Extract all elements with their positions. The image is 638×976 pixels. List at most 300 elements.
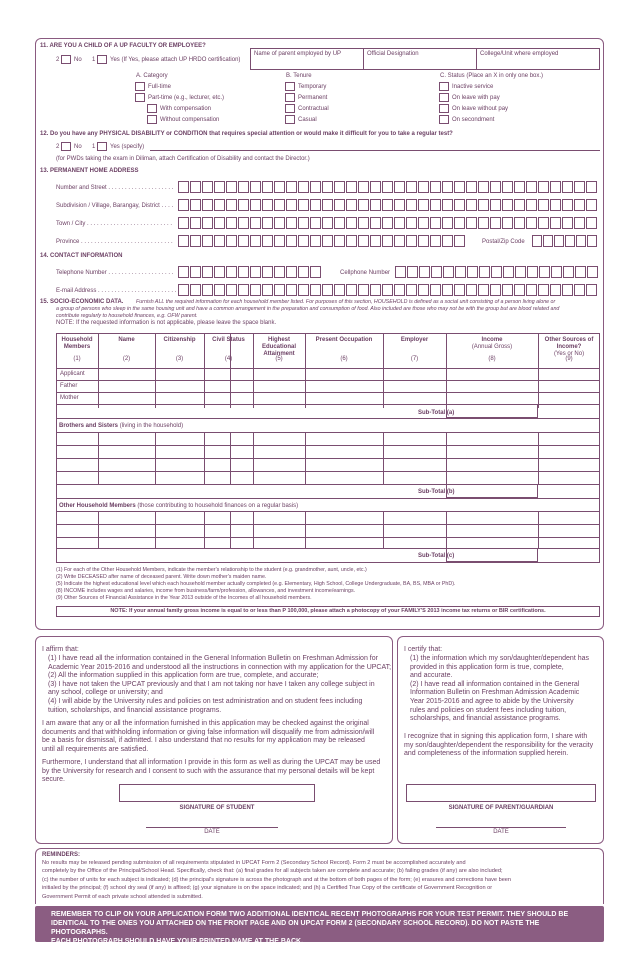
status-inactive-label: Inactive service [452,84,494,90]
table-row-line [56,380,600,381]
banner-line-3: EACH PHOTOGRAPH SHOULD HAVE YOUR PRINTED NAME AT THE BACK. [51,938,304,945]
telephone-char-box[interactable] [274,266,285,278]
subdivision-char-box[interactable] [322,199,333,211]
cellphone-char-box[interactable] [515,266,526,278]
certify-para-line: and completeness of the information supplied herein. [404,750,569,758]
email-char-box[interactable] [370,284,381,296]
table-row-line [56,432,600,433]
subdivision-char-box[interactable] [250,199,261,211]
subdivision-char-box[interactable] [202,199,213,211]
subtotal-c-label: Sub-Total (c) [418,553,455,559]
province-char-box[interactable] [214,235,225,247]
cat-fulltime-checkbox[interactable] [135,82,145,91]
cellphone-char-box[interactable] [455,266,466,278]
province-char-box[interactable] [178,235,189,247]
affirm-para2-line: Furthermore, I understand that all information I provide in this form as well as during the UPCAT may be used [42,759,381,766]
town-char-box[interactable] [454,217,465,229]
q12-specify-line[interactable] [150,150,600,151]
parent-signature-label: SIGNATURE OF PARENT/GUARDIAN [448,805,554,811]
zip-char-box[interactable] [565,235,575,247]
q12-title: 12. Do you have any PHYSICAL DISABILITY or CONDITION that requires special attention or would make it difficult for you to take a regular test? [40,131,453,137]
affirm-item-line: Academic Year 2015-2016 and understood all the instructions in connection with my application for the UPCAT; [48,663,392,671]
email-char-box[interactable] [490,284,501,296]
table-col-divider [253,511,254,548]
town-char-box[interactable] [370,217,381,229]
email-char-box[interactable] [358,284,369,296]
subdivision-char-box[interactable] [394,199,405,211]
telephone-char-box[interactable] [202,266,213,278]
town-char-box[interactable] [238,217,249,229]
subdivision-char-box[interactable] [358,199,369,211]
affirm-para1-line: be a basis for dismissal, if admitted. I also understand that no results for my application may be released [42,737,365,745]
reminder-line: completely by the Office of the Principal/School Head. Specifically, check that: (a) final grades for all subjects taken are complete and accurate; (b) failing grades (if any) are also included; [42,868,503,875]
street-char-box[interactable] [178,181,189,193]
subtotal-box[interactable] [446,404,538,418]
town-char-box[interactable] [406,217,417,229]
q12-note: (for PWDs taking the exam in Diliman, attach Certification of Disability and contact the Director.) [56,156,310,162]
q11-opt2: 2 [56,57,60,63]
table-row-line [56,511,600,512]
province-char-box[interactable] [334,235,345,247]
tenure-permanent-label: Permanent [298,95,328,101]
town-char-box[interactable] [430,217,441,229]
status-inactive-checkbox[interactable] [439,82,449,91]
status-title: C. Status (Place an X in only one box.) [440,73,544,79]
email-char-box[interactable] [514,284,525,296]
tenure-contractual-checkbox[interactable] [285,104,295,113]
table-col-divider [383,432,384,484]
reminder-line: (c) the number of units for each subject is indicated; (d) the principal's signature is across the photograph and at the bottom of both pages of the form; (e) erasures and corrections have been [42,876,512,883]
telephone-char-box[interactable] [286,266,297,278]
street-char-box[interactable] [442,181,453,193]
town-char-box[interactable] [202,217,213,229]
town-char-box[interactable] [262,217,273,229]
cellphone-char-box[interactable] [443,266,454,278]
town-char-box[interactable] [190,217,201,229]
subdivision-char-box[interactable] [190,199,201,211]
town-char-box[interactable] [250,217,261,229]
cellphone-char-box[interactable] [431,266,442,278]
telephone-char-box[interactable] [250,266,261,278]
province-char-box[interactable] [394,235,405,247]
email-char-box[interactable] [214,284,225,296]
student-date-line[interactable] [146,827,278,828]
subdivision-char-box[interactable] [514,199,525,211]
email-char-box[interactable] [406,284,417,296]
subdivision-char-box[interactable] [478,199,489,211]
town-char-box[interactable] [574,217,585,229]
telephone-char-box[interactable] [262,266,273,278]
table-header-cell: Highest Educational Attainment [261,337,296,357]
street-char-box[interactable] [514,181,525,193]
subdivision-char-box[interactable] [466,199,477,211]
subdivision-char-box[interactable] [334,199,345,211]
province-char-box[interactable] [250,235,261,247]
status-secondment-label: On secondment [452,117,495,123]
affirm-item-line: (1) I have read all the information contained in the General Information Bulletin on Freshman Admission for [48,655,378,662]
province-char-box[interactable] [454,235,465,247]
affirm-para1-line: until all requirements are satisfied. [42,745,149,753]
q12-yes-checkbox[interactable] [97,142,107,151]
town-char-box[interactable] [478,217,489,229]
footnote-9: (9) Other Sources of Financial Assistance in the Year 2013 outside of the Incomes of all household members. [56,595,312,601]
street-char-box[interactable] [406,181,417,193]
email-char-box[interactable] [526,284,537,296]
certify-para-line: I recognize that in signing this application form, I share with [404,733,588,740]
street-char-box[interactable] [274,181,285,193]
table-col-divider [155,511,156,548]
subdivision-char-box[interactable] [430,199,441,211]
province-char-box[interactable] [286,235,297,247]
certify-item-line: scholarships, and financial assistance programs. [410,715,561,723]
email-char-box[interactable] [262,284,273,296]
subdivision-char-box[interactable] [442,199,453,211]
email-char-box[interactable] [334,284,345,296]
town-char-box[interactable] [550,217,561,229]
town-char-box[interactable] [538,217,549,229]
street-char-box[interactable] [310,181,321,193]
province-char-box[interactable] [370,235,381,247]
town-char-box[interactable] [514,217,525,229]
footnote-1: (1) For each of the Other Household Members, indicate the member's relationship to the student (e.g. grandmother, aunt, uncle, etc.) [56,567,367,573]
telephone-char-box[interactable] [310,266,321,278]
town-char-box[interactable] [334,217,345,229]
province-char-box[interactable] [358,235,369,247]
q12-opt1: 1 [92,144,96,150]
town-char-box[interactable] [346,217,357,229]
subtotal-a-label: Sub-Total (a) [418,410,455,416]
province-char-box[interactable] [274,235,285,247]
street-char-box[interactable] [562,181,573,193]
footnote-5: (5) Indicate the highest educational level which each household member actually completed (e.g. Elementary, High School, College Undergraduate, BA, BS, MBA or PhD). [56,581,456,587]
affirm-item-line: (4) I will abide by the University rules and policies on test administration and on student fees including [48,698,363,705]
table-col-divider [230,333,231,408]
q15-title: 15. SOCIO-ECONOMIC DATA. [40,299,124,305]
table-header-cell: Other Sources of Income? (Yes or No) [544,337,594,357]
street-char-box[interactable] [418,181,429,193]
street-char-box[interactable] [466,181,477,193]
email-char-box[interactable] [562,284,573,296]
street-char-box[interactable] [394,181,405,193]
table-col-divider [383,511,384,548]
q11-opt1: 1 [92,57,96,63]
q12-no-checkbox[interactable] [61,142,71,151]
province-label: Province . . . . . . . . . . . . . . . . . . . . . . . . . . . . [56,239,173,245]
town-char-box[interactable] [466,217,477,229]
q15-intro-1: Furnish ALL the required information for each household member listed. For purposes of this section, HOUSEHOLD is defined as a social unit consisting of a person living alone or [136,299,556,305]
tenure-casual-checkbox[interactable] [285,115,295,124]
student-signature-label: SIGNATURE OF STUDENT [179,805,255,811]
affirm-para2-line: by the University for research and I consent to such with the assurance that my personal details will be kept [42,767,375,775]
town-char-box[interactable] [526,217,537,229]
subdivision-char-box[interactable] [562,199,573,211]
street-char-box[interactable] [358,181,369,193]
telephone-char-box[interactable] [226,266,237,278]
tenure-temporary-checkbox[interactable] [285,82,295,91]
email-char-box[interactable] [310,284,321,296]
q15-intro-3: contribute regularly to household finances, e.g. OFW parent. [56,313,198,319]
province-char-box[interactable] [346,235,357,247]
email-char-box[interactable] [478,284,489,296]
email-char-box[interactable] [274,284,285,296]
subdivision-char-box[interactable] [490,199,501,211]
subtotal-b-label: Sub-Total (b) [418,489,455,495]
email-char-box[interactable] [178,284,189,296]
subdivision-char-box[interactable] [406,199,417,211]
certify-para-line: my son/daughter/dependent the responsibility for the veracity [404,741,594,749]
town-char-box[interactable] [358,217,369,229]
town-char-box[interactable] [502,217,513,229]
town-char-box[interactable] [214,217,225,229]
email-char-box[interactable] [454,284,465,296]
email-char-box[interactable] [418,284,429,296]
subdivision-char-box[interactable] [286,199,297,211]
town-char-box[interactable] [394,217,405,229]
street-char-box[interactable] [286,181,297,193]
table-row-line [56,471,600,472]
zip-char-box[interactable] [532,235,542,247]
affirm-title: I affirm that: [42,646,79,653]
email-char-box[interactable] [250,284,261,296]
parent-signature-box[interactable] [406,784,596,802]
street-char-box[interactable] [382,181,393,193]
certify-item-line: rules and policies on student fees including tuition, [410,706,567,714]
table-header-cell: Name [118,337,135,343]
subdivision-char-box[interactable] [370,199,381,211]
town-char-box[interactable] [382,217,393,229]
cellphone-char-box[interactable] [587,266,598,278]
town-char-box[interactable] [274,217,285,229]
subdivision-char-box[interactable] [214,199,225,211]
income-note: NOTE: If your annual family gross income is equal to or less than P 100,000, please attach a photocopy of your FAMILY'S 2013 income tax returns or BIR certifications. [110,608,546,614]
subdivision-char-box[interactable] [538,199,549,211]
street-char-box[interactable] [430,181,441,193]
email-char-box[interactable] [502,284,513,296]
province-char-box[interactable] [262,235,273,247]
table-row-line [56,445,600,446]
subdivision-char-box[interactable] [274,199,285,211]
subtotal-box[interactable] [446,484,538,498]
affirm-para2-line: secure. [42,776,65,784]
email-char-box[interactable] [550,284,561,296]
table-col-divider [305,333,306,408]
street-char-box[interactable] [322,181,333,193]
subdivision-char-box[interactable] [550,199,561,211]
town-char-box[interactable] [226,217,237,229]
status-leavepay-checkbox[interactable] [439,93,449,102]
street-char-box[interactable] [478,181,489,193]
email-char-box[interactable] [202,284,213,296]
telephone-char-box[interactable] [178,266,189,278]
student-signature-box[interactable] [119,784,315,802]
status-secondment-checkbox[interactable] [439,115,449,124]
reminder-line: No results may be released pending submission of all requirements stipulated in UPCAT Form 2 (Secondary School Record). Form 2 must be accomplished accurately and [42,860,466,866]
subdivision-char-box[interactable] [418,199,429,211]
province-char-box[interactable] [382,235,393,247]
tenure-permanent-checkbox[interactable] [285,93,295,102]
town-char-box[interactable] [286,217,297,229]
street-char-box[interactable] [550,181,561,193]
cat-withoutcomp-checkbox[interactable] [147,115,157,124]
town-char-box[interactable] [298,217,309,229]
cellphone-char-box[interactable] [503,266,514,278]
q11-yes-checkbox[interactable] [97,55,107,64]
town-char-box[interactable] [442,217,453,229]
street-char-box[interactable] [202,181,213,193]
street-char-box[interactable] [586,181,597,193]
street-char-box[interactable] [190,181,201,193]
subdivision-char-box[interactable] [586,199,597,211]
cellphone-char-box[interactable] [563,266,574,278]
cellphone-char-box[interactable] [395,266,406,278]
parent-date-line[interactable] [436,827,566,828]
subdivision-char-box[interactable] [178,199,189,211]
table-col-divider [204,432,205,484]
street-char-box[interactable] [262,181,273,193]
email-char-box[interactable] [538,284,549,296]
table-header-num: (3) [175,356,184,362]
q11-no-label: No [74,57,82,63]
email-char-box[interactable] [442,284,453,296]
cellphone-char-box[interactable] [479,266,490,278]
cat-withcomp-checkbox[interactable] [147,104,157,113]
telephone-char-box[interactable] [214,266,225,278]
town-char-box[interactable] [490,217,501,229]
street-char-box[interactable] [238,181,249,193]
email-char-box[interactable] [322,284,333,296]
footnote-8: (8) INCOME includes wages and salaries, income from business/farm/profession, allowances, and investment income/earnings. [56,588,356,594]
subdivision-char-box[interactable] [346,199,357,211]
province-char-box[interactable] [190,235,201,247]
province-char-box[interactable] [310,235,321,247]
street-char-box[interactable] [454,181,465,193]
telephone-char-box[interactable] [238,266,249,278]
subdivision-char-box[interactable] [382,199,393,211]
cellphone-char-box[interactable] [491,266,502,278]
email-char-box[interactable] [298,284,309,296]
zip-char-box[interactable] [587,235,597,247]
telephone-char-box[interactable] [190,266,201,278]
table-row-line [56,537,600,538]
town-char-box[interactable] [562,217,573,229]
email-char-box[interactable] [226,284,237,296]
subdivision-char-box[interactable] [226,199,237,211]
cat-withcomp-label: With compensation [160,106,212,112]
email-char-box[interactable] [574,284,585,296]
town-char-box[interactable] [586,217,597,229]
zip-char-box[interactable] [576,235,586,247]
telephone-label: Telephone Number . . . . . . . . . . . . . . . . . . . . [56,270,174,276]
table-row-line [56,392,600,393]
email-char-box[interactable] [286,284,297,296]
table-header-num: (8) [488,356,496,362]
parent-date-label: DATE [493,829,509,835]
street-char-box[interactable] [346,181,357,193]
email-char-box[interactable] [466,284,477,296]
photo-reminder-banner [35,906,604,945]
subdivision-char-box[interactable] [502,199,513,211]
street-char-box[interactable] [526,181,537,193]
table-row-line [56,458,600,459]
cellphone-char-box[interactable] [407,266,418,278]
email-char-box[interactable] [190,284,201,296]
town-char-box[interactable] [310,217,321,229]
subdivision-char-box[interactable] [454,199,465,211]
email-char-box[interactable] [394,284,405,296]
email-char-box[interactable] [238,284,249,296]
province-char-box[interactable] [298,235,309,247]
street-char-box[interactable] [370,181,381,193]
street-char-box[interactable] [502,181,513,193]
cat-parttime-label: Part-time (e.g., lecturer, etc.) [148,95,225,101]
subdivision-char-box[interactable] [310,199,321,211]
tenure-title: B. Tenure [286,73,312,79]
town-char-box[interactable] [418,217,429,229]
province-char-box[interactable] [406,235,417,247]
table-col-divider [446,511,447,548]
email-char-box[interactable] [382,284,393,296]
reminders-title: REMINDERS: [42,852,81,858]
subdivision-char-box[interactable] [238,199,249,211]
province-char-box[interactable] [226,235,237,247]
subtotal-box[interactable] [446,548,538,562]
street-label: Number and Street . . . . . . . . . . . . . . . . . . . . [56,185,174,191]
subdivision-char-box[interactable] [298,199,309,211]
cellphone-char-box[interactable] [527,266,538,278]
town-char-box[interactable] [178,217,189,229]
email-char-box[interactable] [430,284,441,296]
table-row-label: Mother [60,395,79,401]
table-header-cell: Civil Status [212,337,245,343]
province-char-box[interactable] [238,235,249,247]
cellphone-char-box[interactable] [467,266,478,278]
q11-no-checkbox[interactable] [61,55,71,64]
zip-char-box[interactable] [554,235,564,247]
street-char-box[interactable] [574,181,585,193]
street-char-box[interactable] [226,181,237,193]
province-char-box[interactable] [322,235,333,247]
street-char-box[interactable] [298,181,309,193]
subdivision-char-box[interactable] [526,199,537,211]
telephone-char-box[interactable] [298,266,309,278]
subdivision-label: Subdivision / Village, Barangay, District . . . . [56,203,174,209]
province-char-box[interactable] [202,235,213,247]
table-section-line [56,498,600,499]
table-header-num: (4) [224,356,233,362]
street-char-box[interactable] [334,181,345,193]
status-leavenopay-checkbox[interactable] [439,104,449,113]
province-char-box[interactable] [442,235,453,247]
cat-parttime-checkbox[interactable] [135,93,145,102]
table-header-num: (2) [122,356,131,362]
street-char-box[interactable] [214,181,225,193]
cellphone-char-box[interactable] [551,266,562,278]
street-char-box[interactable] [538,181,549,193]
street-char-box[interactable] [490,181,501,193]
province-char-box[interactable] [418,235,429,247]
street-char-box[interactable] [250,181,261,193]
email-char-box[interactable] [586,284,597,296]
province-char-box[interactable] [430,235,441,247]
town-char-box[interactable] [322,217,333,229]
subdivision-char-box[interactable] [574,199,585,211]
zip-char-box[interactable] [543,235,553,247]
cellphone-char-box[interactable] [575,266,586,278]
email-char-box[interactable] [346,284,357,296]
cellphone-char-box[interactable] [419,266,430,278]
subdivision-char-box[interactable] [262,199,273,211]
cellphone-char-box[interactable] [539,266,550,278]
